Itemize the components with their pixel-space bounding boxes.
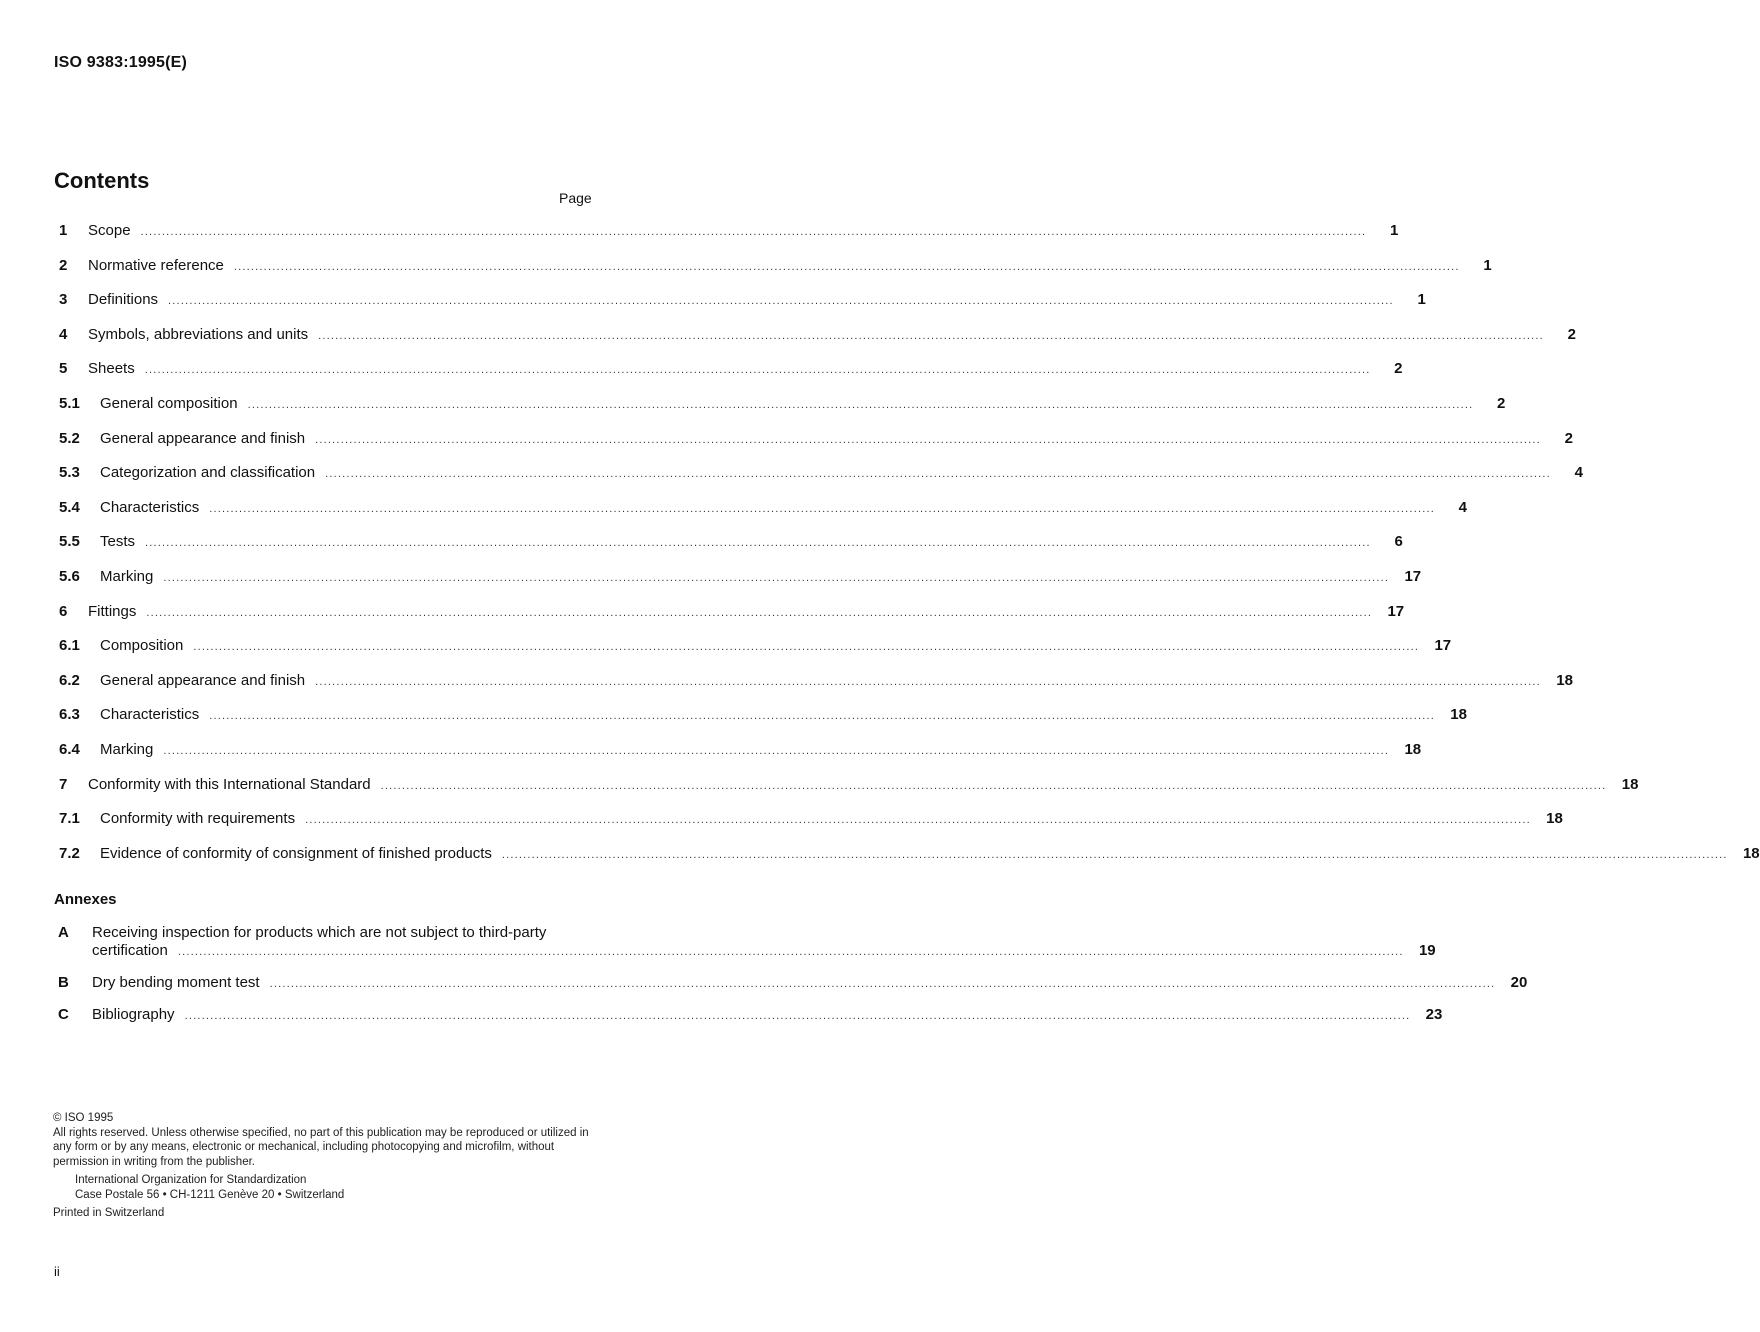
toc-entry-page: 6 [1394,533,1403,551]
toc-entry [54,775,1639,811]
toc-entry-page: 18 [1621,775,1639,793]
toc-entry [54,706,1467,741]
toc-entry-number: 7.1 [59,810,80,828]
annexes-heading: Annexes [54,891,117,908]
toc-entry-title: Tests [100,533,136,551]
dot-leader [145,364,1371,376]
annex-entry [54,1006,1443,1025]
toc-entry [54,844,1760,880]
document-id: ISO 9383:1995(E) [54,54,188,71]
toc-entry-title: Categorization and classification [100,464,316,482]
printed-in: Printed in Switzerland [53,1207,165,1219]
page-column-label: Page [559,190,592,206]
toc-entry-title: Scope [88,222,131,239]
toc-entry-number: 5.6 [59,567,80,585]
dot-leader [168,295,1394,307]
toc-entry-page: 18 [1450,706,1467,724]
toc-entry-title: Conformity with this International Standard [88,775,371,793]
toc-entry-number: 5.1 [59,394,80,412]
toc-entry-page: 1 [1389,222,1399,239]
annex-page: 23 [1425,1006,1443,1023]
annex-title: Dry bending moment test [92,974,260,991]
dot-leader [163,745,1389,757]
dot-leader [502,849,1728,861]
toc-entry [54,325,1576,361]
page-number: ii [54,1264,60,1279]
toc-entry [54,429,1573,465]
toc-entry-page: 2 [1497,394,1506,412]
dot-leader [270,975,1496,993]
toc-entry-page: 18 [1556,671,1573,689]
organization-name: International Organization for Standardization [75,1174,307,1186]
toc-entry-title: Sheets [88,360,135,378]
dot-leader [209,503,1435,515]
dot-leader [325,468,1551,480]
dot-leader [234,261,1460,273]
toc-entry [54,464,1583,499]
toc-entry-number: 5.4 [59,498,80,516]
toc-entry [54,602,1405,638]
toc-entry-page: 17 [1404,567,1422,585]
toc-entry-title: Definitions [88,291,159,309]
toc-entry-title: Characteristics [100,706,200,724]
copyright-line: © ISO 1995 [53,1112,114,1124]
toc-entry-page: 2 [1567,325,1576,343]
toc-entry-title: Evidence of conformity of consignment of finished products [100,844,492,862]
toc-entry-number: 4 [59,325,68,343]
toc-entry-page: 18 [1742,844,1760,862]
dot-leader [209,710,1435,722]
toc-entry [54,567,1422,603]
annex-entry [54,924,1436,961]
dot-leader [248,399,1474,411]
toc-entry [54,671,1573,707]
toc-entry [54,291,1426,326]
annex-list [54,924,1528,1038]
annex-letter: C [58,1006,69,1023]
toc-entry-number: 6.3 [59,706,80,724]
dot-leader [141,226,1367,238]
dot-leader [185,1007,1411,1025]
toc-entry-title: Normative reference [88,256,224,274]
toc-entry-number: 6.1 [59,637,80,655]
annex-title: Bibliography [92,1006,175,1023]
toc-entry-title: Conformity with requirements [100,810,296,828]
toc-entry-page: 17 [1434,637,1452,655]
dot-leader [145,537,1371,549]
toc-entry [54,740,1422,776]
annex-entry [54,974,1528,993]
toc-entry-title: Marking [100,740,154,758]
annex-letter: B [58,974,69,991]
toc-entry-page: 4 [1574,464,1583,482]
toc-entry-title: General appearance and finish [100,671,306,689]
toc-entry-title: General appearance and finish [100,429,306,447]
toc-entry [54,810,1563,845]
dot-leader [318,330,1544,342]
toc-entry-number: 3 [59,291,68,309]
annex-page: 19 [1418,942,1436,959]
toc-entry-number: 5.3 [59,464,80,482]
annex-title-line1: Receiving inspection for products which are not subject to third-party [92,924,547,941]
toc-entry [54,360,1403,395]
toc-entry-title: General composition [100,394,238,412]
toc-entry-number: 7 [59,775,68,793]
toc-entry-number: 6.2 [59,671,80,689]
toc-entry-number: 2 [59,256,68,274]
toc-entry [54,256,1492,292]
dot-leader [315,434,1541,446]
toc-entry-page: 17 [1387,602,1405,620]
toc-entry-number: 5.5 [59,533,80,551]
annex-title: certification [92,942,168,959]
toc-entry [54,498,1467,534]
dot-leader [163,572,1389,584]
toc-entry-number: 6 [59,602,68,620]
toc-entry-title: Characteristics [100,498,200,516]
toc-entry-page: 2 [1394,360,1403,378]
annex-letter: A [58,924,69,941]
copyright-notice [53,1111,598,1221]
dot-leader [315,676,1541,688]
contents-title: Contents [54,168,150,193]
annex-page: 20 [1510,974,1528,991]
toc-entry-number: 5 [59,360,68,378]
toc-entry [54,394,1506,430]
toc-entry [54,222,1399,257]
toc-entry-number: 7.2 [59,844,80,862]
toc-entry-number: 1 [59,222,68,239]
toc-entry [54,637,1452,672]
toc-entry-title: Symbols, abbreviations and units [88,325,309,343]
toc-entry [54,533,1403,568]
toc-entry-page: 1 [1483,256,1492,274]
rights-statement: All rights reserved. Unless otherwise specified, no part of this publication may be reproduced or utilized in any form or by any means, electronic or mechanical, including photocopying and microfilm, without permission in writing from the publisher. [53,1126,589,1168]
dot-leader [305,814,1531,826]
toc-entry-number: 5.2 [59,429,80,447]
toc-entry-number: 6.4 [59,740,80,758]
dot-leader [178,943,1404,961]
table-of-contents [54,222,1760,879]
toc-entry-title: Composition [100,637,184,655]
dot-leader [193,641,1419,653]
dot-leader [146,607,1372,619]
toc-entry-page: 1 [1417,291,1426,309]
toc-entry-page: 4 [1458,498,1467,516]
toc-entry-page: 18 [1404,740,1422,758]
organization-address: Case Postale 56 • CH-1211 Genève 20 • Switzerland [75,1188,345,1201]
toc-entry-title: Fittings [88,602,137,620]
dot-leader [381,780,1607,792]
toc-entry-page: 2 [1564,429,1573,447]
toc-entry-page: 18 [1546,810,1563,828]
toc-entry-title: Marking [100,567,154,585]
